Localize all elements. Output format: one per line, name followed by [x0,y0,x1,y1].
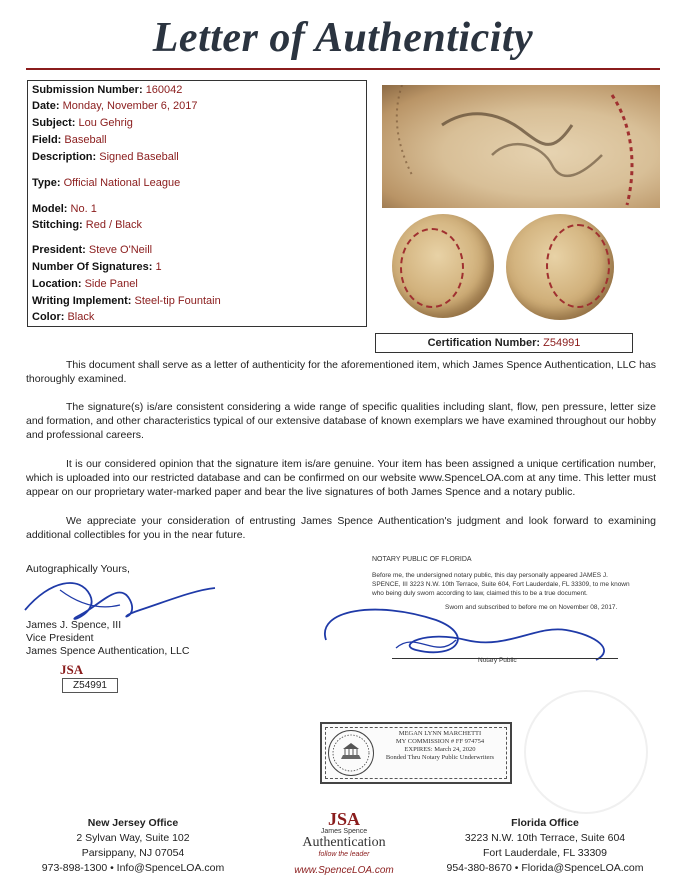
notary-heading: NOTARY PUBLIC OF FLORIDA [372,556,472,563]
stitching-row: Stitching: Red / Black [32,219,143,231]
date-row: Date: Monday, November 6, 2017 [32,100,198,112]
stamp-bonded: Bonded Thru Notary Public Underwriters [385,754,495,761]
fl-address-line1: 3223 N.W. 10th Terrace, Suite 604 [464,832,626,844]
item-info-box [27,80,367,327]
nj-address-line2: Parsippany, NJ 07054 [81,847,185,859]
jsa-logo-tagline: follow the leader [318,851,370,858]
baseball-logo-panel-photo [506,214,614,320]
jsa-logo-name: James Spence [320,828,368,835]
notary-sworn: Sworn and subscribed to before me on November 08, 2017. [445,604,618,611]
signed-baseball-closeup-photo [382,85,660,208]
field-row: Field: Baseball [32,134,107,146]
description-row: Description: Signed Baseball [32,151,179,163]
title-rule [26,68,660,70]
notary-body: Before me, the undersigned notary public, this day personally appeared JAMES J. SPENCE, III 3223 N.W. 10th Terrace, Suite 604, Fort Lauderdale, FL 33309, to me known who being duly sworn according to law, claimed this to be a true document. [372,572,630,597]
notary-stamp [320,722,512,784]
footer-fl-office [430,816,660,876]
paragraph-intro: This document shall serve as a letter of authenticity for the aforementioned item, which James Spence Authentication, LLC has thoroughly examined. [26,359,656,385]
jsa-footer-logo [286,810,402,876]
certification-number-box: Certification Number: Z54991 [375,333,633,353]
location-row: Location: Side Panel [32,278,138,290]
jsa-logo-mark: JSA [327,809,360,829]
model-row: Model: No. 1 [32,203,97,215]
color-row: Color: Black [32,311,95,323]
nj-address-line1: 2 Sylvan Way, Suite 102 [76,832,190,844]
jsa-tag-logo: JSA [60,662,84,677]
fl-office-heading: Florida Office [511,817,579,829]
stamp-expires: EXPIRES: March 24, 2020 [404,746,476,753]
jsa-logo-authentication: Authentication [302,835,386,850]
president-row: President: Steve O'Neill [32,244,153,256]
stamp-commission: MY COMMISSION # FF 974754 [395,738,485,745]
submission-row: Submission Number: 160042 [32,84,183,96]
footer-nj-office [26,816,240,876]
signer-company: James Spence Authentication, LLC [26,645,190,657]
closing-text: Autographically Yours, [26,563,130,575]
paragraph-opinion: It is our considered opinion that the signature item is/are genuine. Your item has been assigned a unique certification number, which is uploaded into our restricted database and can be confirmed on our website www.SpenceLOA.com at any time. This letter must appear on our proprietary water-marked paper and bear the live signatures of both James Spence and a notary public. [26,458,656,498]
jsa-tag-number: Z54991 [62,678,118,693]
notary-public-label: Notary Public [478,657,517,664]
signer-name: James J. Spence, III [26,619,122,631]
notary-seal-icon [328,730,374,776]
type-row: Type: Official National League [32,177,181,189]
stamp-notary-name: MEGAN LYNN MARCHETTI [398,730,482,737]
page-title: Letter of Authenticity [152,15,534,61]
jsa-website-link[interactable]: www.SpenceLOA.com [294,865,394,876]
paragraph-appreciation: We appreciate your consideration of entrusting James Spence Authentication's judgment and look forward to examining additional collectibles for you in the near future. [26,515,656,541]
nj-office-heading: New Jersey Office [87,817,179,829]
num-signatures-row: Number Of Signatures: 1 [32,261,162,273]
watermark-seal [524,690,648,814]
nj-contact: 973-898-1300 • Info@SpenceLOA.com [41,862,225,874]
writing-implement-row: Writing Implement: Steel-tip Fountain [32,295,221,307]
signed-baseball-side-photo [392,214,494,318]
signer-role: Vice President [26,632,94,644]
paragraph-signature-analysis: The signature(s) is/are consistent considering a wide range of specific qualities including slant, flow, pen pressure, letter size and formation, and other characteristics typical of our extensive database of known exemplars we have examined throughout our hobby and professional careers. [26,401,656,441]
fl-address-line2: Fort Lauderdale, FL 33309 [483,847,607,859]
subject-row: Subject: Lou Gehrig [32,117,133,129]
fl-contact: 954-380-8670 • Florida@SpenceLOA.com [446,862,644,874]
